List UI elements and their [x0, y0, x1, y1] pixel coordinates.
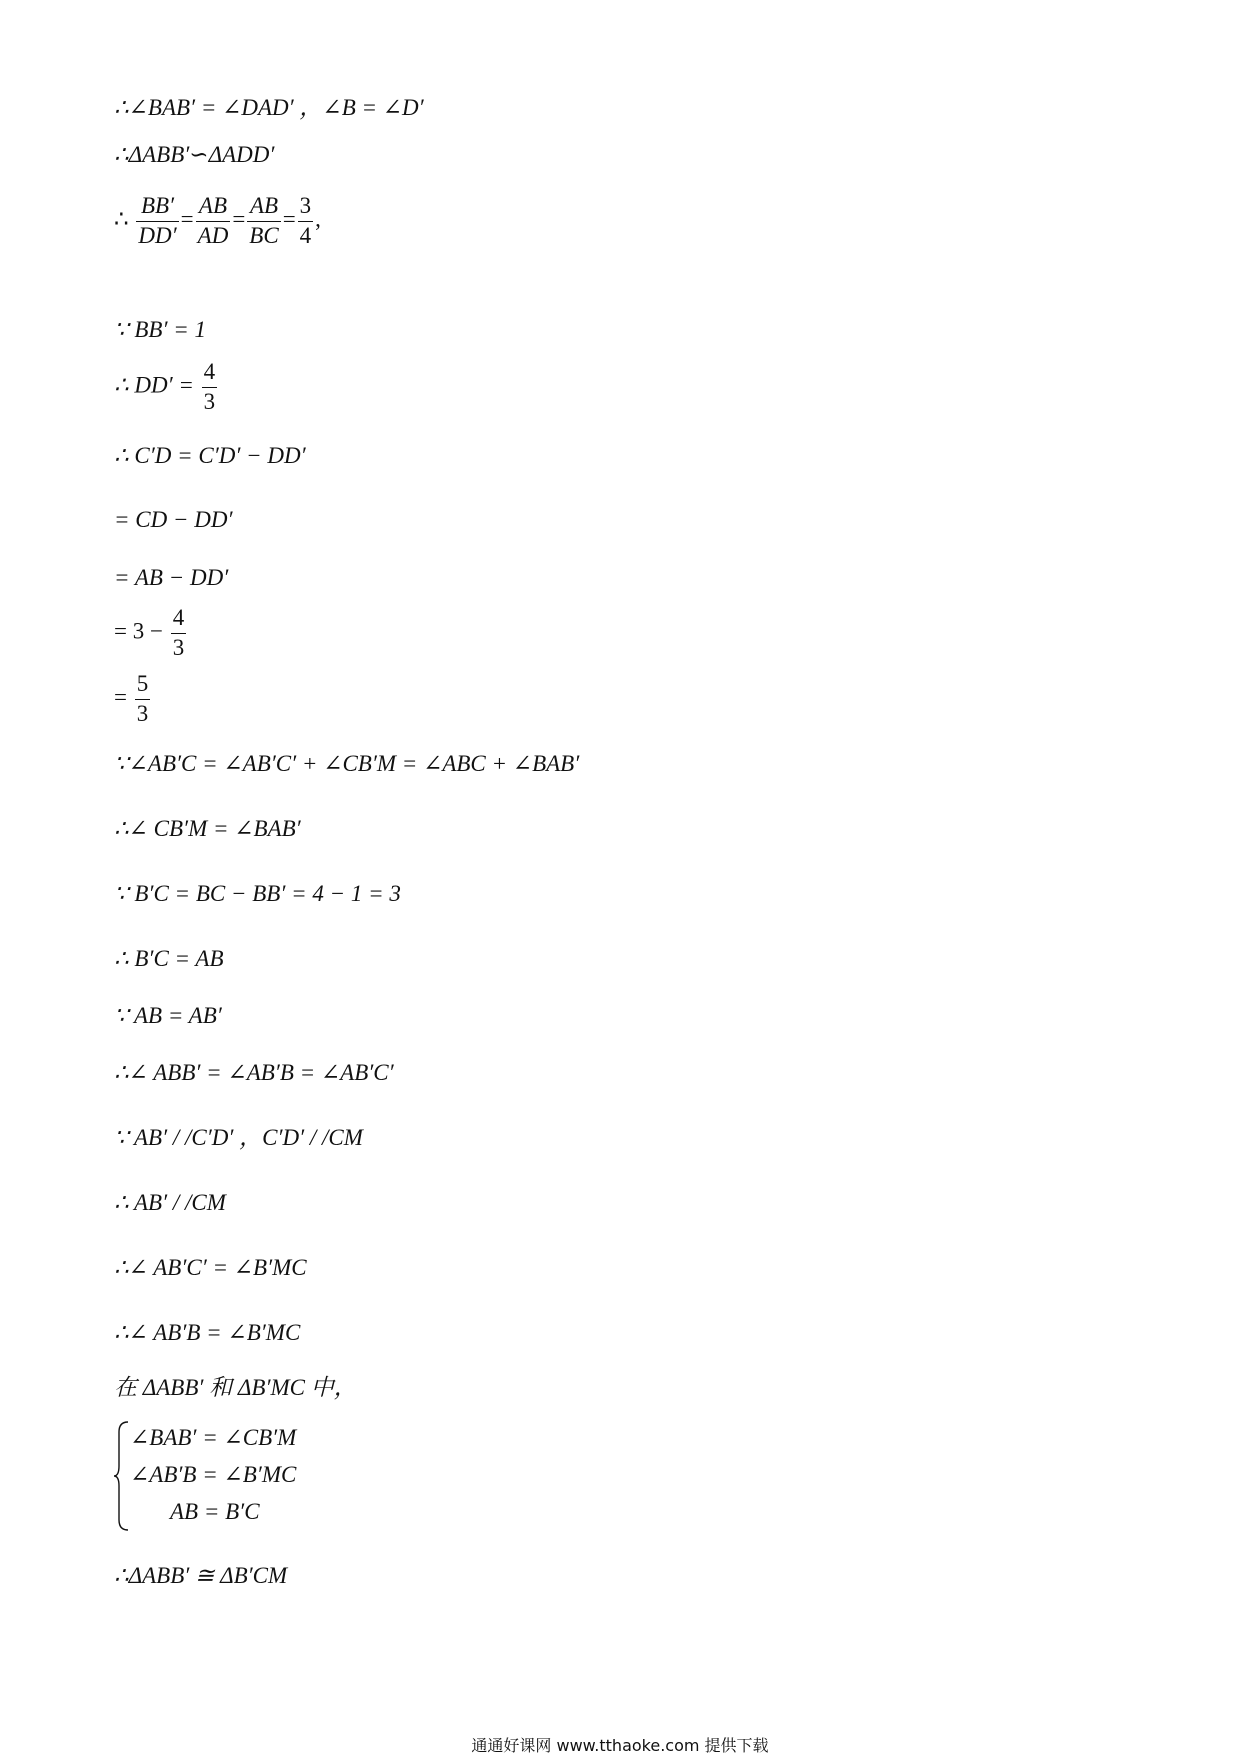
denominator: BC	[249, 222, 279, 248]
proof-line-18: ∴ΔABB′ ≅ ΔB′CM	[114, 1563, 288, 1588]
proof-line-5: = CD − DD′	[114, 507, 233, 532]
numerator: 3	[298, 192, 314, 222]
three-minus-lead: = 3 −	[114, 618, 163, 644]
comma: ,	[315, 206, 321, 232]
fraction-3-4	[298, 192, 314, 251]
fraction-bb-dd	[136, 192, 178, 251]
denominator: 4	[299, 222, 312, 248]
system-row-3: AB = B′C	[170, 1499, 260, 1524]
proof-line-8: ∴∠ CB′M = ∠BAB′	[114, 816, 301, 841]
proof-line-17: 在 ΔABB′ 和 ΔB′MC 中，	[114, 1375, 357, 1400]
five-thirds-lead: =	[114, 684, 127, 710]
proof-line-12: ∴∠ ABB′ = ∠AB′B = ∠AB′C′	[114, 1060, 394, 1085]
proof-line-14: ∴ AB′ / /CM	[114, 1190, 226, 1215]
proof-line-9: ∵ B′C = BC − BB′ = 4 − 1 = 3	[114, 881, 401, 906]
numerator: 4	[171, 604, 187, 634]
numerator: AB	[247, 192, 280, 222]
footer-source: 通通好课网 www.tthaoke.com 提供下载	[471, 1736, 769, 1755]
three-minus-line	[114, 604, 188, 663]
proof-line-3: ∵ BB′ = 1	[114, 317, 207, 342]
proof-line-4: ∴ C′D = C′D′ − DD′	[114, 443, 306, 468]
proof-line-6: = AB − DD′	[114, 565, 229, 590]
numerator: 4	[202, 358, 218, 388]
denominator: AD	[197, 222, 229, 248]
proof-line-15: ∴∠ AB′C′ = ∠B′MC	[114, 1255, 307, 1280]
numerator: BB′	[136, 192, 178, 222]
system-row-1: ∠BAB′ = ∠CB′M	[130, 1425, 297, 1450]
denominator: DD′	[138, 222, 177, 248]
proof-line-7: ∵∠AB′C = ∠AB′C′ + ∠CB′M = ∠ABC + ∠BAB′	[114, 751, 580, 776]
therefore-symbol: ∴	[114, 206, 129, 232]
proof-line-11: ∵ AB = AB′	[114, 1003, 222, 1028]
fraction-ab-bc	[247, 192, 280, 251]
equation-system	[114, 1420, 414, 1532]
proof-line-13: ∵ AB′ / /C′D′ ，C′D′ / /CM	[114, 1125, 363, 1150]
ratio-line: ∴ $\frac{BB'}{DD'}$ = $\frac{AB}{AD}$ = $\frac{AB}{BC}$ = $\frac{3}{4}$ ,	[114, 192, 321, 251]
denominator: 3	[136, 700, 149, 726]
numerator: AB	[196, 192, 231, 222]
fraction-ab-ad	[196, 192, 231, 251]
left-brace-icon	[114, 1420, 130, 1532]
numerator: 5	[135, 670, 151, 700]
proof-line-16: ∴∠ AB′B = ∠B′MC	[114, 1320, 301, 1345]
fraction-4-3	[171, 604, 187, 663]
fraction-5-3	[135, 670, 151, 729]
proof-line-1: ∴∠BAB′ = ∠DAD′ ，∠B = ∠D′	[114, 95, 424, 120]
denominator: 3	[172, 634, 185, 660]
proof-line-10: ∴ B′C = AB	[114, 946, 224, 971]
five-thirds-line	[114, 670, 152, 729]
fraction-4-3	[202, 358, 218, 417]
dd-line-lead: ∴ DD′ =	[114, 372, 194, 398]
proof-line-2: ∴ΔABB′∽ΔADD′	[114, 142, 275, 167]
system-row-2: ∠AB′B = ∠B′MC	[130, 1462, 297, 1487]
denominator: 3	[203, 388, 216, 414]
dd-line	[114, 358, 219, 417]
